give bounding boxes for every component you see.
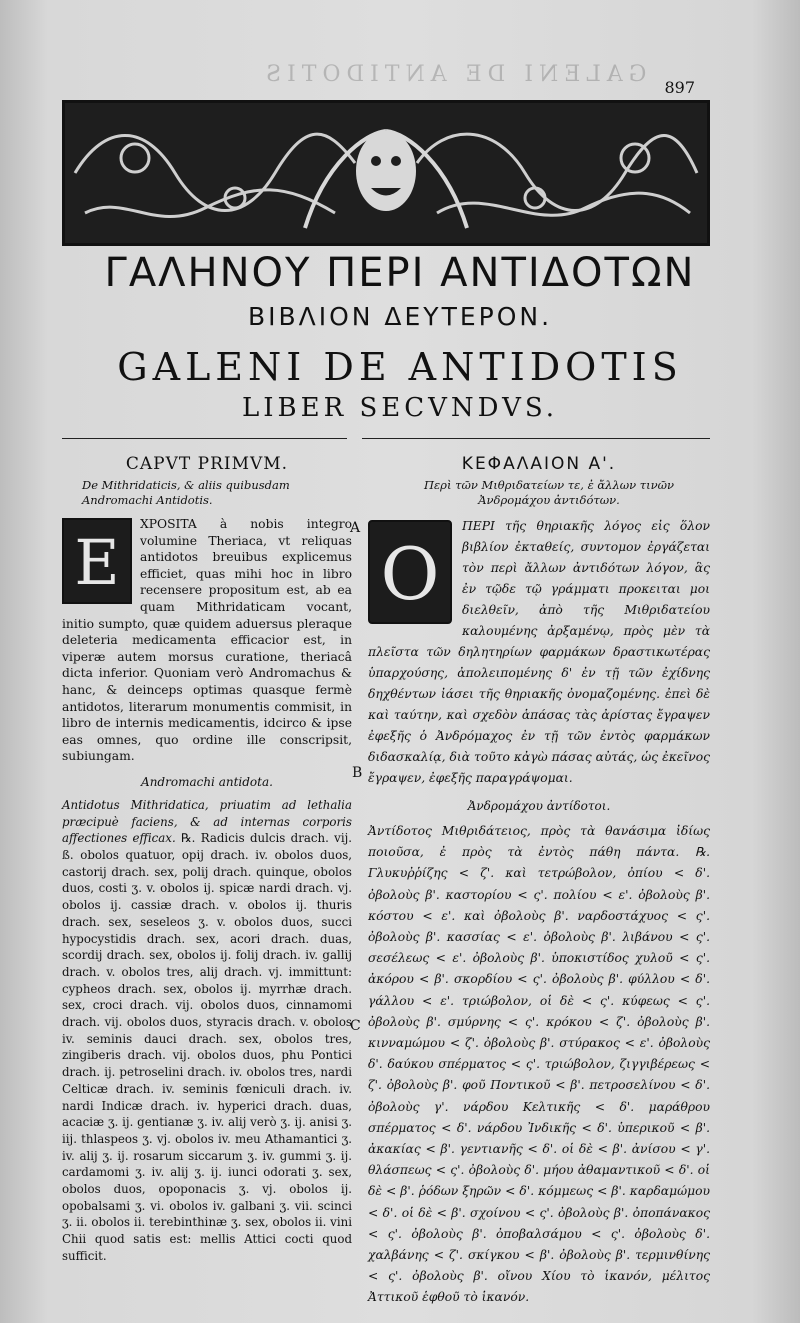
- chapter-heading-greek: ΚΕΦΑΛΑΙΟΝ Α'.: [461, 454, 617, 474]
- title-greek: ΓΑΛΗΝΟΥ ΠΕΡΙ ΑΝΤΙΔΟΤΩΝ: [104, 250, 696, 296]
- divider-right: [362, 438, 710, 439]
- greek-recipe: Ἀντίδοτος Μιθριδάτειος, πρὸς τὰ θανάσιμα ἰδίως ποιοῦσα, ἐ πρὸς τὰ ἐντὸς πάθη πάντα. ℞. Γλυκυῤῥίζης < ζ'. καὶ τετρώβολον, ὀπίου < δ'. ὀβολοὺς β'. καστορίου < ς'. πολίου < ε'. ὀβολοὺς β'. κόστου < ε'. καὶ ὀβολοὺς β'. ναρδοστάχυος < ς'. ὀβολοὺς β'. κασσίας < ε'. ὀβολοὺς β'. λιβάνου < ς'. σεσέλεως < ε'. ὀβολοὺς β'. ὑποκιστίδος χυλοῦ < ς'. ἀκόρου < β'. σκορδίου < ς'. ὀβολοὺς β'. φύλλου < δ'. γάλλου < ε'. τριώβολον, οἱ δὲ < ς'. κύφεως < ς'. ὀβολοὺς β'. σμύρνης < ς'. κρόκου < ζ'. ὀβολοὺς β'. κινναμώμου < ζ'. ὀβολοὺς β'. στύρακος < ε'. ὀβολοὺς δ'. δαύκου σπέρματος < ς'. τριώβολον, ζιγγιβέρεως < ζ'. ὀβολοὺς β'. φοῦ Ποντικοῦ < β'. πετροσελίνου < δ'. ὀβολοὺς γ'. νάρδου Κελτικῆς < δ'. μαράθρου σπέρματος < δ'. νάρδου Ἰνδικῆς < δ'. ὑπερικοῦ < β'. ἀκακίας < β'. γεντιανῆς < δ'. οἱ δὲ < β'. ἀνίσου < γ'. θλάσπεως < ς'. ὀβολοὺς δ'. μήου ἀθαμαντικοῦ < δ'. οἱ δὲ < β'. ῥόδων ξηρῶν < δ'. κόμμεως < β'. καρδαμώμου < δ'. οἱ δὲ < β'. σχοίνου < ς'. ὀβολοὺς β'. ὀποπάνακος < ς'. ὀβολοὺς β'. ὀποβαλσάμου < ς'. ὀβολοὺς δ'. χαλβάνης < ζ'. σκίγκου < β'. ὀβολοὺς β'. τερμινθίνης < ς'. ὀβολοὺς β'. οἴνου Χίου τὸ ἱκανόν, μέλιτος Ἀττικοῦ ἑφθοῦ τὸ ἱκανόν.: [368, 824, 710, 1305]
- dropcap-e: [62, 518, 132, 604]
- dropcap-o: [368, 520, 452, 624]
- divider-left: [62, 438, 347, 439]
- ornamental-headpiece: [62, 100, 710, 246]
- latin-column: [62, 450, 352, 1265]
- greek-subheading: Ἀνδρομάχου ἀντίδοτοι.: [467, 799, 611, 813]
- greek-column: [368, 450, 710, 1309]
- margin-letter-c: C: [350, 1018, 361, 1034]
- chapter-description-greek: Περὶ τῶν Μιθριδατείων τε, ἐ ἄλλων τινῶν Ἀνδρομάχου ἀντιδότων.: [423, 478, 674, 507]
- dropcap-letter-greek: Ο: [380, 532, 440, 616]
- margin-letter-a: A: [350, 520, 361, 536]
- greek-body-text: ΠΕΡΙ τῆς θηριακῆς λόγος εἰς ὅλον βιβλίον ἐκταθείς, συντομον ἐργάζεται τὸν περὶ ἄλλων ἀντιδότων λόγον, ἃς ἐν τῷδε τῷ γράμματι προκειται μοι διελθεῖν, ἀπὸ τῆς Μιθριδατείου καλουμένης ἀρξαμένῳ, πρὸς μὲν τὰ πλεῖστα τῶν δηλητηρίων φαρμάκων δραστικωτέρας ὑπαρχούσης, ἀπολειπομένης δ' ἐν τῇ τῶν ἐχίδνης δηχθέντων ἰάσει τῆς θηριακῆς ὀνομαζομένης. ἐπεὶ δὲ καὶ ταύτην, καὶ σχεδὸν ἁπάσας τὰς ἀρίστας ἔγραψεν ἐφεξῆς ὁ Ἀνδρόμαχος ἐν τῇ τῶν ἐντὸς φαρμάκων διδασκαλίᾳ, διὰ τοῦτο κἀγὼ πάσας αὐτάς, ὡς ἐκεῖνος ἔγραψεν, ἐφεξῆς παραγράψομαι.: [368, 519, 710, 785]
- chapter-heading-latin: CAPVT PRIMVM.: [125, 454, 289, 474]
- latin-recipe-text: ℞. Radicis dulcis drach. vij. ß. obolos quatuor, opij drach. iv. obolos duos, castorij drach. sex, polij drach. quinque, obolos duos, costi ʒ. v. obolos ij. spicæ nardi drach. vj. obolos ij. cassiæ drach. v. obolos ij. thuris drach. sex, seseleos ʒ. v. obolos duos, succi hypocystidis drach. sex, acori drach. duas, scordij drach. sex, obolos ij. folij drach. iv. gallij drach. v. obolos tres, alij drach. vj. immittunt: cypheos drach. sex, obolos ij. myrrhæ drach. sex, croci drach. vij. obolos duos, cinnamomi drach. vij. obolos duos, styracis drach. v. obolos iv. seminis dauci drach. sex, obolos tres, zingiberis drach. vij. obolos duos, phu Pontici drach. ij. petroselini drach. iv. obolos tres, nardi Celticæ drach. iv. seminis fœniculi drach. iv. nardi Indicæ drach. iv. hyperici drach. duas, acaciæ ʒ. ij. gentianæ ʒ. iv. alij verò ʒ. ij. anisi ʒ. iij. thlaspeos ʒ. vj. obolos iv. meu Athamantici ʒ. iv. alij ʒ. ij. rosarum siccarum ʒ. iv. gummi ʒ. ij. cardamomi ʒ. iv. alij ʒ. ij. iunci odorati ʒ. sex, obolos duos, opoponacis ʒ. vj. obolos ij. opobalsami ʒ. vi. obolos iv. galbani ʒ. vii. scinci ʒ. ii. obolos ii. terebinthinæ ʒ. sex, obolos ii. vini Chii quod satis est: mellis Attici cocti quod sufficit.: [62, 831, 352, 1263]
- latin-recipe-intro: Antidotus Mithridatica, priuatim ad lethalia præcipuè faciens, & ad internas corporis affectiones efficax.: [62, 797, 352, 846]
- latin-body-text: XPOSITA à nobis integro volumine Theriaca, vt reliquas antidotos breuibus explicemus efficiet, quas mihi hoc in libro recensere propositum est, ab ea quam Mithridaticam vocant, initio sumpto, quæ quidem aduersus pleraque deleteria medicamenta efficacior est, in viperæ autem morsus curatione, theriacâ dicta inferior. Quoniam verò Andromachus & hanc, & deinceps optimas quasque fermè antidotos, literarum monumentis commisit, in libro de internis medicamentis, idcirco & ipse eas omnes, quo ordine ille conscripsit, subiungam.: [62, 517, 352, 764]
- subtitle-latin: LIBER SECVNDVS.: [242, 393, 558, 423]
- bleed-through-text: GALENI DE ANTIDOTIS: [260, 62, 647, 87]
- latin-subheading: Andromachi antidota.: [141, 774, 273, 789]
- title-latin: GALENI DE ANTIDOTIS: [117, 345, 683, 389]
- page-number: 897: [664, 78, 695, 97]
- dropcap-letter: E: [74, 526, 120, 599]
- latin-recipe: [62, 797, 352, 1265]
- subtitle-greek: ΒΙΒΛΙΟΝ ΔΕΥΤΕΡΟΝ.: [247, 302, 553, 331]
- chapter-description-latin: De Mithridaticis, & aliis quibusdam Andromachi Antidotis.: [82, 478, 290, 507]
- margin-letter-b: B: [352, 765, 363, 781]
